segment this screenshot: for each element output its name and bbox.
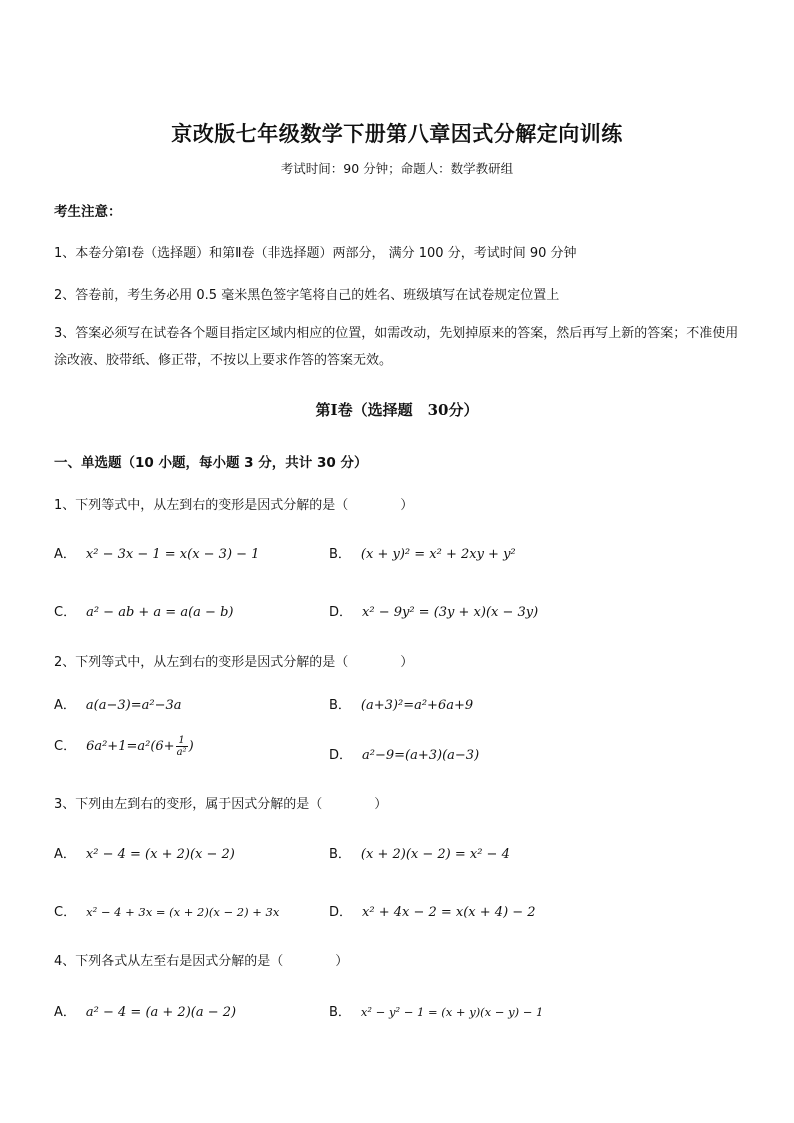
section-title: 第Ⅰ卷（选择题 30分） bbox=[315, 401, 479, 419]
question-3-option-a bbox=[54, 843, 235, 862]
question-3-option-d bbox=[329, 901, 536, 920]
fraction bbox=[176, 735, 188, 758]
exam-info: 考试时间：90 分钟；命题人：数学教研组 bbox=[280, 161, 514, 176]
option-expression: x² + 4x − 2 = x(x + 4) − 2 bbox=[362, 905, 536, 920]
question-4-option-b bbox=[329, 1001, 543, 1020]
option-label: D． bbox=[329, 905, 353, 920]
option-expression: x² − 4 + 3x = (x + 2)(x − 2) + 3x bbox=[86, 905, 280, 919]
notice-heading: 考生注意： bbox=[54, 204, 122, 220]
option-expression: a²−9=(a+3)(a−3) bbox=[362, 748, 480, 763]
question-3-option-c bbox=[54, 901, 279, 920]
page-title: 京改版七年级数学下册第八章因式分解定向训练 bbox=[171, 121, 623, 146]
option-expression: x² − y² − 1 = (x + y)(x − y) − 1 bbox=[360, 1005, 544, 1019]
option-label: B． bbox=[329, 547, 351, 562]
question-1-stem: 1、下列等式中，从左到右的变形是因式分解的是（ ） bbox=[54, 498, 414, 513]
option-expression: a² − 4 = (a + 2)(a − 2) bbox=[85, 1005, 237, 1020]
option-label: C． bbox=[54, 605, 77, 620]
question-1-option-b bbox=[329, 543, 516, 562]
question-3-option-b bbox=[329, 843, 510, 862]
option-expression: a² − ab + a = a(a − b) bbox=[86, 605, 234, 620]
question-2-option-a bbox=[54, 694, 181, 713]
part-heading: 一、单选题（10 小题，每小题 3 分，共计 30 分） bbox=[54, 455, 368, 471]
option-label: B． bbox=[329, 698, 351, 713]
option-label: A． bbox=[54, 547, 76, 562]
notice-item-2: 2、答卷前，考生务必用 0.5 毫米黑色签字笔将自己的姓名、班级填写在试卷规定位置上 bbox=[54, 288, 560, 303]
question-2-option-d bbox=[329, 744, 479, 763]
option-label: B． bbox=[329, 1005, 351, 1020]
option-label: A． bbox=[54, 847, 76, 862]
question-2-option-b bbox=[329, 694, 473, 713]
fraction-denominator: a² bbox=[176, 747, 187, 758]
option-label: A． bbox=[54, 1005, 76, 1020]
option-expression: x² − 3x − 1 = x(x − 3) − 1 bbox=[85, 547, 260, 562]
question-2-stem: 2、下列等式中，从左到右的变形是因式分解的是（ ） bbox=[54, 655, 414, 670]
question-1-option-c bbox=[54, 601, 233, 620]
option-expression-end: ) bbox=[188, 739, 194, 754]
fraction-numerator: 1 bbox=[176, 735, 188, 747]
question-4-stem: 4、下列各式从左至右是因式分解的是（ ） bbox=[54, 954, 349, 969]
question-3-stem: 3、下列由左到右的变形，属于因式分解的是（ ） bbox=[54, 797, 388, 812]
option-expression: (a+3)²=a²+6a+9 bbox=[360, 698, 474, 713]
option-label: D． bbox=[329, 605, 353, 620]
question-2-option-c bbox=[54, 735, 194, 758]
option-label: B． bbox=[329, 847, 351, 862]
option-label: C． bbox=[54, 739, 77, 754]
option-expression: x² − 4 = (x + 2)(x − 2) bbox=[85, 847, 235, 862]
option-label: C． bbox=[54, 905, 77, 920]
option-label: D． bbox=[329, 748, 353, 763]
question-4-option-a bbox=[54, 1001, 236, 1020]
option-expression: (x + 2)(x − 2) = x² − 4 bbox=[360, 847, 510, 862]
notice-item-3: 3、答案必须写在试卷各个题目指定区域内相应的位置，如需改动，先划掉原来的答案，然后再写上新的答案；不准使用涂改液、胶带纸、修正带，不按以上要求作答的答案无效。 bbox=[54, 326, 739, 368]
question-1-option-d bbox=[329, 601, 538, 620]
option-expression: 6a²+1=a²(6+ bbox=[86, 739, 175, 754]
option-expression: a(a−3)=a²−3a bbox=[85, 698, 182, 713]
option-label: A． bbox=[54, 698, 76, 713]
option-expression: x² − 9y² = (3y + x)(x − 3y) bbox=[362, 605, 539, 620]
option-expression: (x + y)² = x² + 2xy + y² bbox=[360, 547, 516, 562]
question-1-option-a bbox=[54, 543, 259, 562]
notice-item-1: 1、本卷分第Ⅰ卷（选择题）和第Ⅱ卷（非选择题）两部分， 满分 100 分，考试时间 90 分钟 bbox=[54, 246, 577, 261]
